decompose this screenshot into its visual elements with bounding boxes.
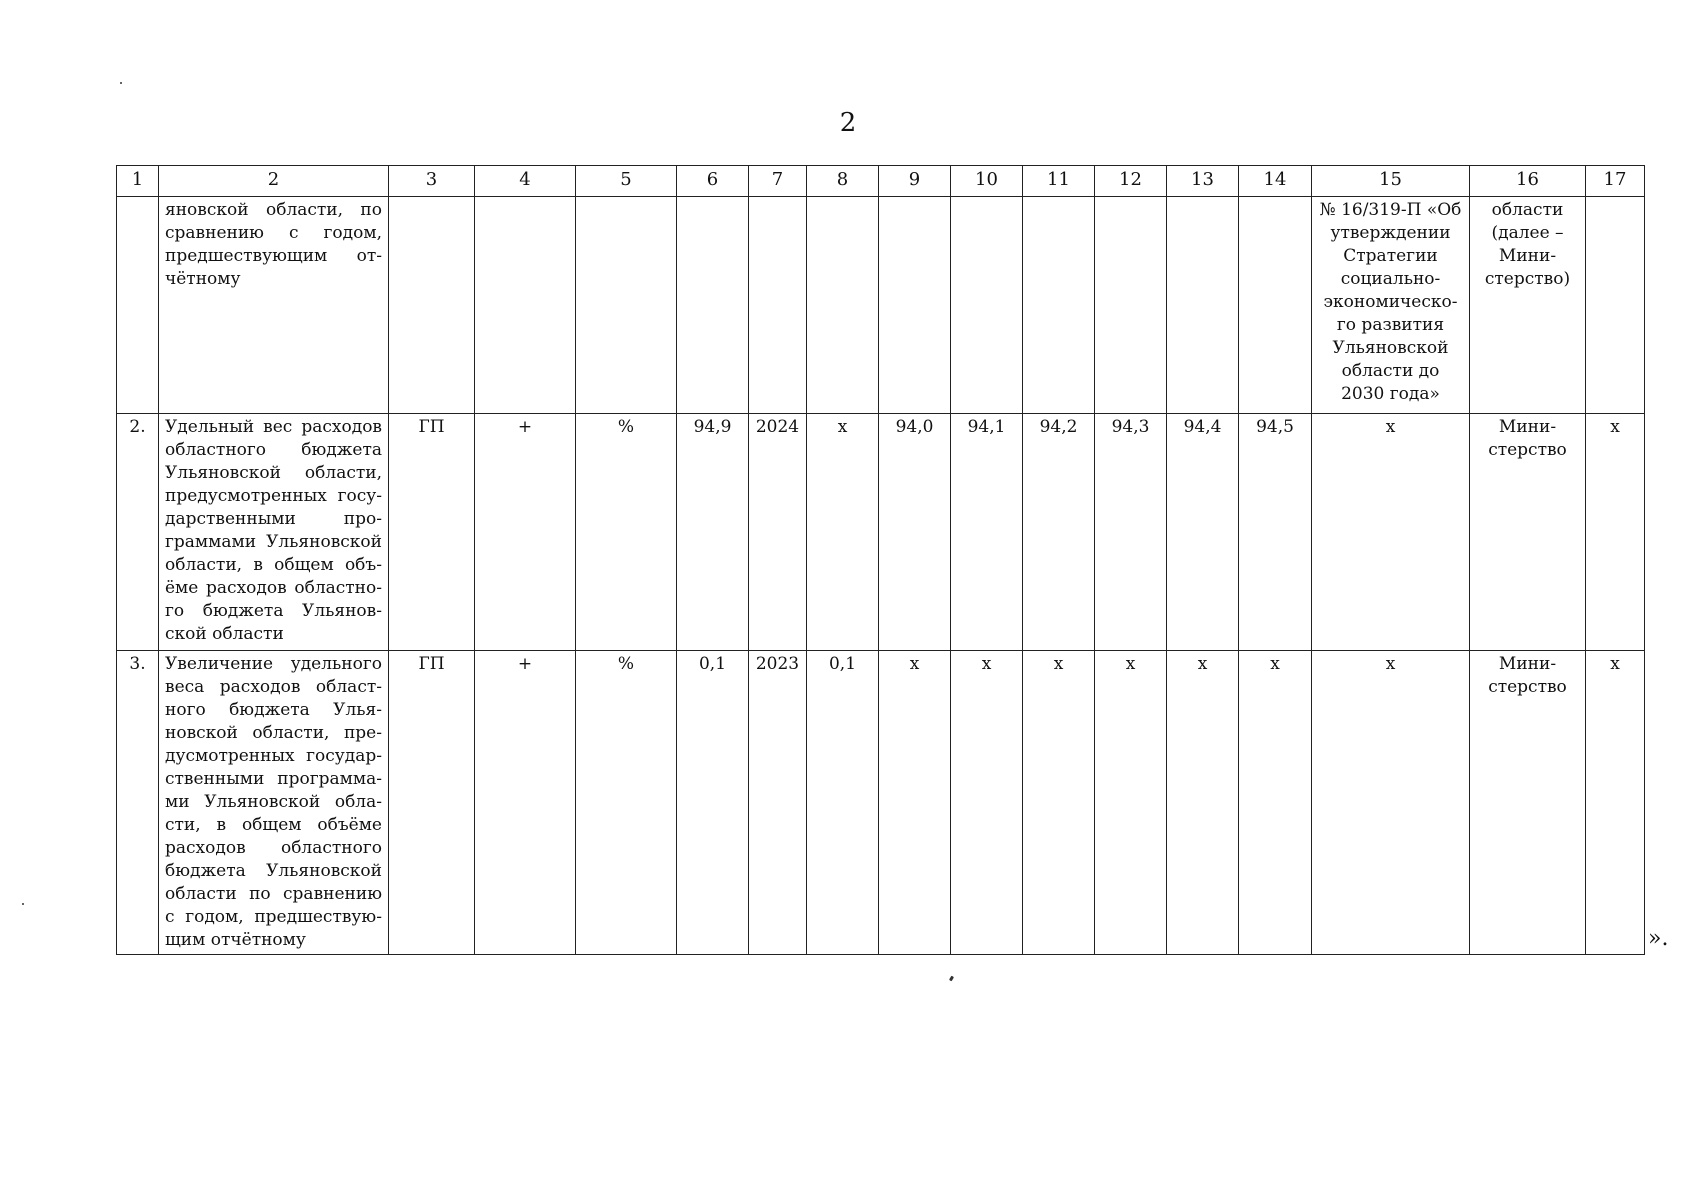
table-cell: Министерство [1470, 651, 1586, 955]
scan-speck [949, 976, 954, 982]
table-cell [1167, 197, 1239, 414]
header-cell: 9 [879, 166, 951, 197]
table-cell [1023, 197, 1095, 414]
row-number: 2. [117, 414, 159, 651]
table-cell [749, 197, 807, 414]
table-cell: 2024 [749, 414, 807, 651]
table-cell [677, 197, 749, 414]
header-cell: 11 [1023, 166, 1095, 197]
table-cell: 2023 [749, 651, 807, 955]
header-cell: 2 [159, 166, 389, 197]
header-cell: 4 [475, 166, 576, 197]
table-cell: 94,5 [1239, 414, 1312, 651]
closing-quote-mark: ». [1648, 926, 1669, 951]
row-number: 3. [117, 651, 159, 955]
header-cell: 8 [807, 166, 879, 197]
table-cell: x [1312, 414, 1470, 651]
table-cell: x [1312, 651, 1470, 955]
table-cell: % [576, 651, 677, 955]
header-cell: 15 [1312, 166, 1470, 197]
page-number: 2 [839, 108, 857, 138]
table-row [117, 197, 1645, 414]
table-cell: x [1095, 651, 1167, 955]
table-cell: области (далее – Министерство) [1470, 197, 1586, 414]
table-cell: 94,3 [1095, 414, 1167, 651]
table-cell [475, 197, 576, 414]
table-cell: x [1586, 414, 1645, 651]
header-cell: 5 [576, 166, 677, 197]
indicator-name: Удельный вес расходов областного бюджета Ульяновской области, предусмотренных государственными программами Ульяновской области, в общем объёме расходов областного бюджета Ульяновской области [159, 414, 389, 651]
table-cell [389, 197, 475, 414]
table-row [117, 414, 1645, 651]
table-cell: x [807, 414, 879, 651]
table-cell: 94,9 [677, 414, 749, 651]
table-cell [1095, 197, 1167, 414]
header-cell: 16 [1470, 166, 1586, 197]
table-cell: x [1023, 651, 1095, 955]
header-cell: 3 [389, 166, 475, 197]
table-cell: 94,4 [1167, 414, 1239, 651]
table-cell [951, 197, 1023, 414]
table-cell: 0,1 [807, 651, 879, 955]
table-cell [576, 197, 677, 414]
table-cell [1239, 197, 1312, 414]
indicators-table [116, 165, 1645, 955]
table-cell: x [1167, 651, 1239, 955]
header-cell: 12 [1095, 166, 1167, 197]
table-cell: ГП [389, 414, 475, 651]
header-cell: 7 [749, 166, 807, 197]
row-number [117, 197, 159, 414]
table-cell: 0,1 [677, 651, 749, 955]
table-cell: 94,1 [951, 414, 1023, 651]
header-cell: 6 [677, 166, 749, 197]
table-cell [879, 197, 951, 414]
table-cell: Министерство [1470, 414, 1586, 651]
scan-speck [22, 903, 24, 905]
table-cell: x [1586, 651, 1645, 955]
indicator-name: Увеличение удельного веса расходов областного бюджета Ульяновской области, предусмотренных государственными программами Ульяновской области, в общем объёме расходов областного бюджета Ульяновской области по сравнению с годом, предшествующим отчётному [159, 651, 389, 955]
table-cell: 94,0 [879, 414, 951, 651]
table-cell: x [951, 651, 1023, 955]
indicator-name: яновской области, по сравнению с годом, предшествующим отчётному [159, 197, 389, 414]
table-cell: 94,2 [1023, 414, 1095, 651]
table-cell: x [1239, 651, 1312, 955]
table-cell [1586, 197, 1645, 414]
table-cell: ГП [389, 651, 475, 955]
table-cell: x [879, 651, 951, 955]
table-header-row [117, 166, 1645, 197]
scan-speck [120, 82, 122, 84]
header-cell: 14 [1239, 166, 1312, 197]
header-cell: 13 [1167, 166, 1239, 197]
table-row [117, 651, 1645, 955]
table-cell [807, 197, 879, 414]
table-cell: № 16/319-П «Об утверждении Стратегии социально-экономического развития Ульяновской области до 2030 года» [1312, 197, 1470, 414]
table-cell: % [576, 414, 677, 651]
header-cell: 17 [1586, 166, 1645, 197]
header-cell: 1 [117, 166, 159, 197]
table-cell: + [475, 651, 576, 955]
table-cell: + [475, 414, 576, 651]
header-cell: 10 [951, 166, 1023, 197]
